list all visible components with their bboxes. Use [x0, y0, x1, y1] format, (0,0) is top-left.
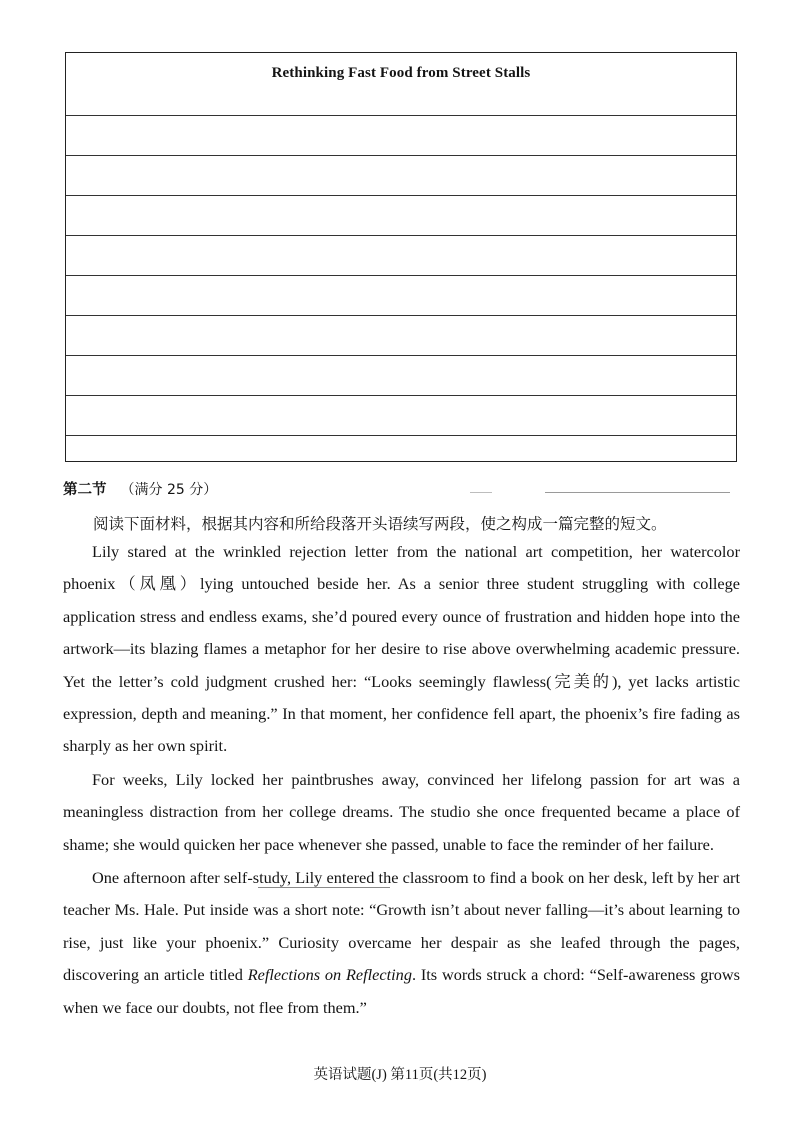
- scan-mark: [545, 492, 730, 493]
- reading-passage: [63, 536, 740, 1025]
- passage-paragraph-3: [63, 862, 740, 1024]
- writing-answer-box: [65, 52, 737, 462]
- paragraph-3-text-end: . Its words struck a chord: “Self-awareness grows when we face our doubts, not flee from them.”: [63, 965, 740, 1017]
- answer-line: [66, 155, 736, 156]
- task-instruction: 阅读下面材料，根据其内容和所给段落开头语续写两段，使之构成一篇完整的短文。: [93, 515, 667, 533]
- paragraph-3-text-start: One afternoon after self-study, Lily entered the classroom to find a book on her desk, left by her art teacher Ms. Hale. Put inside was a short note: “Growth isn’t about never falling—it’s about learning to rise, just like your phoenix.” Curiosity overcame her despair as she leafed through the pages, discovering an article titled: [63, 868, 740, 985]
- answer-line: [66, 435, 736, 436]
- writing-prompt-title: Rethinking Fast Food from Street Stalls: [271, 65, 531, 81]
- answer-line: [66, 275, 736, 276]
- passage-paragraph-2: For weeks, Lily locked her paintbrushes away, convinced her lifelong passion for art was a meaningless distraction from her college dreams. The studio she once frequented became a place of shame; she would quicken her pace whenever she passed, unable to face the reminder of her failure.: [63, 769, 740, 854]
- passage-paragraph-1: Lily stared at the wrinkled rejection letter from the national art competition, her watercolor phoenix（凤凰）lying untouched beside her. As a senior three student struggling with college application stress and endless exams, she’d poured every ounce of frustration and hidden hope into the artwork—its blazing flames a metaphor for her desire to rise above overwhelming academic pressure. Yet the letter’s cold judgment crushed her: “Looks seemingly flawless(完美的), yet lacks artistic expression, depth and meaning.” In that moment, her confidence fell apart, the phoenix’s fire fading as sharply as her own spirit.: [63, 542, 740, 756]
- answer-line: [66, 355, 736, 356]
- scan-mark: [258, 887, 390, 888]
- section-score: （满分 25 分）: [120, 482, 218, 498]
- page-footer: 英语试题(J) 第11页(共12页): [313, 1067, 487, 1083]
- answer-line: [66, 195, 736, 196]
- section-heading: [63, 478, 217, 499]
- scan-mark: [470, 492, 492, 493]
- answer-line: [66, 115, 736, 116]
- answer-line: [66, 395, 736, 396]
- section-title: 第二节: [63, 482, 107, 498]
- answer-line: [66, 315, 736, 316]
- answer-line: [66, 235, 736, 236]
- article-title: Reflections on Reflecting: [247, 965, 412, 985]
